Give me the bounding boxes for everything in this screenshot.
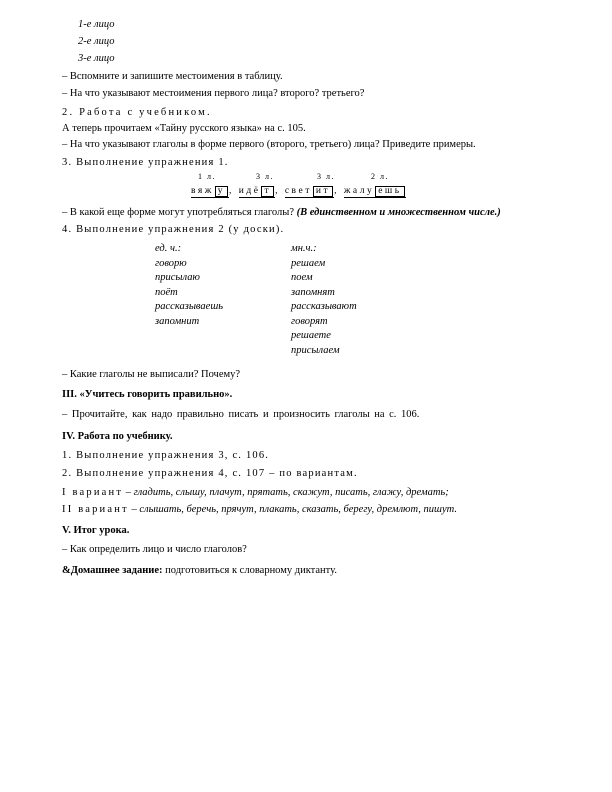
section-III-text: – Прочитайте, как надо правильно писать и произносить глаголы на с. 106. — [62, 409, 420, 420]
singular-item: запомнит — [155, 315, 200, 327]
variant-1 — [62, 486, 449, 499]
exercise-label-1: 1 л. — [198, 172, 216, 181]
singular-item: рассказываешь — [155, 301, 224, 312]
exercise-label-3: 3 л. — [317, 172, 335, 181]
section-2-read: А теперь прочитаем «Тайну русского языка» на с. 105. — [62, 123, 306, 134]
exercise-word-1: вяж у — [191, 186, 229, 198]
homework-text: подготовиться к словарному диктанту. — [165, 565, 337, 576]
section-IV-item-1: 1. Выполнение упражнения 3, с. 106. — [62, 450, 270, 461]
variant-2-text: – слышать, беречь, прячут, плакать, сказать, берегу, дремлют, пишут. — [131, 504, 457, 515]
answer-form: (В единственном и множественном числе.) — [296, 207, 501, 218]
exercise-1-words: вяж у , идё т , свет ит , жалу ешь — [191, 186, 406, 198]
exercise-word-4: жалу ешь — [344, 186, 406, 198]
section-3-heading: 3. Выполнение упражнения 1. — [62, 157, 229, 168]
question-form-text: – В какой еще форме могут употребляться глаголы? — [62, 207, 294, 218]
section-2-question: – На что указывают глаголы в форме первого (второго, третьего) лица? Приведите примеры. — [62, 139, 476, 150]
person-item-1: 1-е лицо — [78, 19, 115, 30]
question-form — [62, 206, 501, 219]
section-V-heading: V. Итог урока. — [62, 525, 130, 536]
homework-label: &Домашнее задание: — [62, 565, 163, 576]
plural-item: поем — [291, 272, 313, 283]
plural-column — [291, 242, 357, 358]
singular-item: присылаю — [155, 272, 200, 283]
plural-item: присылаем — [291, 344, 340, 356]
exercise-word-3: свет ит — [285, 186, 334, 198]
singular-item: поёт — [155, 286, 178, 298]
plural-item: говорят — [291, 315, 328, 327]
question-remember: – Вспомните и запишите местоимения в таблицу. — [62, 71, 283, 82]
plural-item: рассказывают — [291, 301, 357, 312]
section-IV-heading: IV. Работа по учебнику. — [62, 431, 173, 442]
singular-column — [155, 242, 223, 329]
question-not-written: – Какие глаголы не выписали? Почему? — [62, 369, 241, 380]
homework — [62, 564, 337, 577]
singular-item: говорю — [155, 257, 187, 269]
person-item-3: 3-е лицо — [78, 53, 115, 64]
singular-header: ед. ч.: — [155, 243, 182, 254]
plural-item: решаем — [291, 257, 326, 269]
section-V-question: – Как определить лицо и число глаголов? — [62, 544, 247, 555]
plural-header: мн.ч.: — [291, 243, 317, 254]
section-4-heading: 4. Выполнение упражнения 2 (у доски). — [62, 224, 285, 235]
exercise-label-2: 3 л. — [256, 172, 274, 181]
variant-2-label: II вариант — [62, 504, 129, 515]
question-pronouns: – На что указывают местоимения первого лица? второго? третьего? — [62, 88, 365, 99]
exercise-label-4: 2 л. — [371, 172, 389, 181]
plural-item: запомнят — [291, 286, 335, 298]
variant-2 — [62, 503, 457, 516]
section-2-heading: 2. Работа с учебником. — [62, 107, 212, 118]
variant-1-text: – гладить, слышу, плачут, прятать, скажут, писать, глажу, дремать; — [125, 487, 449, 498]
exercise-word-2: идё т — [239, 186, 275, 198]
section-III-heading: III. «Учитесь говорить правильно». — [62, 389, 233, 400]
variant-1-label: I вариант — [62, 487, 124, 498]
plural-item: решаете — [291, 330, 331, 341]
person-item-2: 2-е лицо — [78, 36, 115, 47]
section-IV-item-2: 2. Выполнение упражнения 4, с. 107 – по вариантам. — [62, 468, 358, 479]
